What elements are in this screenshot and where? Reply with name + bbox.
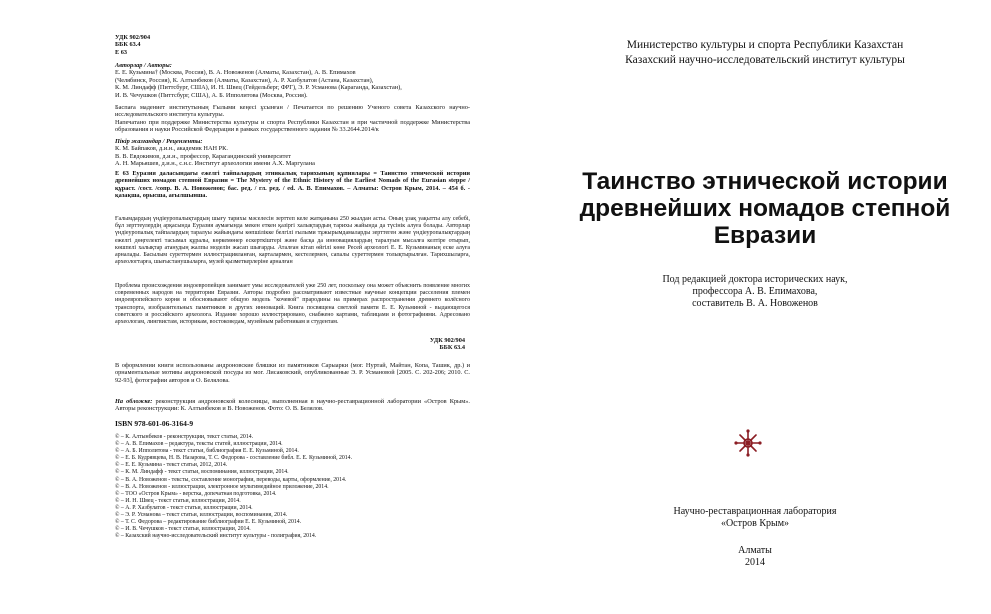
title-line: Евразии [713,222,817,249]
copyright-line: © – А. Б. Ипполитова - текст статьи, библиография Е. Е. Кузьминой, 2014. [115,448,299,455]
reviewers-heading: Пікір жазғандар / Рецензенты: [115,138,203,145]
bbk-code-2: ББК 63.4 [439,344,465,352]
book-title [565,168,965,249]
editor-line: Под редакцией доктора исторических наук, [662,274,848,285]
ministry-name: Министерство культуры и спорта Республики Казахстан [626,39,904,51]
design-note: В оформлении книги использованы андроновские бляшки из памятников Сарыарки (мог. Нуртай, Майтан, Копа, Ташик, др.) и орнаментальные мотивы андроновской посуды из мог. Лисаковский, опубликованные Э. Р. Усмановой [2005. С. 202-206; 2010. С. 92-93], фотографии авторов и О. Белялова. [115,362,470,384]
title-line: Таинство этнической истории [582,168,948,195]
publisher-header [575,38,955,68]
copyright-line: © – В. А. Новоженов - иллюстрации, электронное мультимедийное приложение, 2014. [115,483,329,490]
cover-label: На обложке: [115,398,153,405]
editor-credits [625,274,885,310]
classification-block [115,34,470,56]
cover-text: реконструкция андроновской колесницы, выполненная в научно-реставрационной лаборатории «Остров Крым». Авторы реконструкции: К. Алтынбеков и В. Новоженов. Фото: О. В. Белялов. [115,398,471,413]
editor-line: профессора А. В. Епимахова, [692,286,818,297]
copyright-line: © – К. Алтынбеков - реконструкции, текст статьи, 2014. [115,434,254,440]
isbn: ISBN 978-601-06-3164-9 [115,419,194,428]
copyright-line: © – А. Р. Хазбулатов - текст статьи, иллюстрации, 2014. [115,504,253,511]
bibliographic-record: Е 63 Еуразия даласындағы ежелгі тайпалардың этникалық тарихының құпиялары = Таинство этнической истории древнейших номадов степной Евразии = The Mystery of the Ethnic History of the Earliest Nomads of the Eurasian steppe / құраст. /сост. /сопр. В. А. Новоженов; бас. ред. / гл. ред. / ed. А. В. Епимахов. – Алматы: Остров Крым, 2014. – 454 б. - қазақша, орысша, ағылшынша. [115,170,470,200]
reviewer-line: В. В. Евдокимов, д.и.н., профессор, Карагандинский университет [115,152,291,160]
e63-code: Е 63 [115,48,128,56]
authors-block [115,62,470,99]
russian-abstract: Проблема происхождения индоевропейцев занимает умы исследователей уже 250 лет, поскольку она может объяснить появление многих современных народов на территории Евразии. Авторы подробно рассматривают известные научные концепции расселения племен индоевропейского корня и обосновывают общую модель "кочевой" прародины на примерах распространения древнего колёсного транспорта, изобразительных памятников и других инноваций. Книга посвящена светлой памяти Е. Е. Кузьминой - выдающегося советского и российского археолога. Издание хорошо иллюстрировано, снабжено картами, таблицами и фотографиями. Адресовано археологам, лингвистам, историкам, востоковедам, музейным работникам и студентам. [115,283,470,326]
bbk-code: ББК 63.4 [115,41,141,49]
author-line: Е. Е. Кузьмина† (Москва, Россия), В. А. Новоженов (Алматы, Казахстан), А. В. Епимахов [115,69,356,77]
author-line: (Челябинск, Россия), К. Алтынбеков (Алматы, Казахстан), А. Р. Хазбулатов (Астана, Казахстан), [115,76,374,84]
copyright-line: © – В. А. Новоженов - тексты, составление монографии, переводы, карты, оформление, 2014. [115,476,347,483]
title-page [495,0,991,614]
cover-note [115,398,470,413]
reviewer-line: А. Н. Марьяшев, д.и.н., с.н.с. Институт археологии имени А.Х. Маргулана [115,160,315,168]
support-note: Напечатано при поддержке Министерства культуры и спорта Республики Казахстан и при частичной поддержке Министерства образования и науки Российской Федерации в рамках государственного задания № 33.2644.2014/к [115,118,470,134]
udk-code-2: УДК 902/904 [429,337,465,344]
institute-name: Казахский научно-исследовательский институт культуры [625,54,905,66]
imprint-year: 2014 [745,557,765,568]
author-line: И. В. Чечушков (Питтсбург, США), А. Б. Ипполитова (Москва, Россия). [115,91,308,99]
authors-heading: Авторлар / Авторы: [115,62,172,69]
council-decision: Баспаға мадениет институтының Ғылыми кеңесі ұсынған / Печатается по решению Ученого совета Казахского научно-исследовательского института культуры. [115,104,470,119]
copyright-line: © – А. В. Епимахов – редактура, тексты статей, иллюстрации, 2014. [115,441,283,448]
copyright-list [115,434,470,540]
copyright-line: © – ТОО «Остров Крым» - верстка, допечатная подготовка, 2014. [115,490,277,497]
council-block [115,104,470,134]
title-line: древнейших номадов степной [579,195,951,222]
kazakh-abstract: Ғалымдардың үндіеуропалықтардың шығу тарихы мәселесін зерттеп келе жатқанына 250 жылдан асты. Оның ұзақ уақытты алу себебі, бұл зерттеулердің арқасында Еуразия аумағында мекен еткен қазіргі халықтардың тарихы жайында да түсінік алуға болады. Авторлар үндіеуропалық тайпалардың таралуы жайындағы көпшілікке белгілі ғылыми тұжырымдамаларды зерттеген және үндіеуропалықтардың ежелгі дөңгелекті тасымал құралы, көркемөнер ескерткіштері және басқа да инновациялардың таралуын мысалға келтіре отырып, көшпелі халықтар атанудың жалпы моделін жасап шығарды. Аталған кітап өйгілі көне Ресей археологі Е. Е. Кузьминаның еске алуға арналады. Басылым суреттермен иллюстрацияланған, карталармен, кестелермен, сапалы суреттермен толықтырылған. Тарихшыларға, археологтарға, шығыстанушыларға, музей қызметкерлеріне арналған [115,216,470,266]
copyright-line: © – Э. Р. Усманова – текст статьи, иллюстрации, воспоминания, 2014. [115,512,288,519]
imprint-city: Алматы [738,545,772,556]
copyright-line: © – К. М. Линдафф - текст статьи, воспоминания, иллюстрации, 2014. [115,469,289,476]
left-page [0,0,495,614]
laboratory-imprint [625,506,885,530]
copyright-line: © – И. В. Чечушков - текст статьи, иллюстрации, 2014. [115,526,251,533]
udk-code: УДК 902/904 [115,34,151,41]
copyright-line: © – Т. С. Федорова – редактирование библиографии Е. Е. Кузьминой, 2014. [115,519,302,526]
copyright-line: © – Е. Б. Кудрявцева, Н. В. Назарова, Т. С. Федорова - составление библ. Е. Е. Кузьминой, 2014. [115,455,353,462]
copyright-line: © – И. Н. Швец - текст статьи, иллюстрации, 2014. [115,497,241,504]
imprint-place-year [675,545,835,569]
reviewer-line: К. М. Байпаков, д.и.н., академик НАН РК. [115,145,228,153]
reviewers-block [115,138,470,168]
lab-line: Научно-реставрационная лаборатория [673,506,837,517]
copyright-line: © – Казахский научно-исследовательский институт культуры - полиграфия, 2014. [115,533,317,540]
classification-repeat [115,337,465,352]
copyright-line: © – Е. Е. Кузьмина - текст статьи, 2012, 2014. [115,462,228,469]
ornamental-cross-logo-icon [733,428,763,458]
lab-line: «Остров Крым» [720,518,790,529]
editor-line: составитель В. А. Новоженов [692,298,818,309]
author-line: К. М. Линдафф (Питтсбург, США), И. Н. Швец (Гейдельберг, ФРГ), Э. Р. Усманова (Караганда, Казахстан), [115,84,402,92]
